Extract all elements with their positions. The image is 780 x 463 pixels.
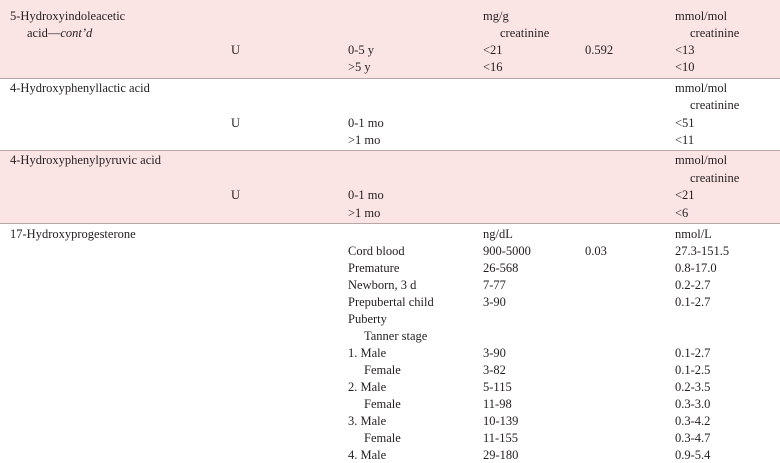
test-name-continued: acid—cont’d: [27, 26, 93, 40]
conventional-value: 3-90: [483, 295, 506, 309]
conversion-factor: 0.592: [585, 43, 614, 57]
test-name: 5-Hydroxyindoleacetic: [10, 9, 126, 23]
si-value: <13: [675, 43, 695, 57]
si-unit: nmol/L: [675, 227, 712, 241]
si-value: 0.2-2.7: [675, 278, 711, 292]
age-range: Female: [364, 397, 401, 411]
si-value: 27.3-151.5: [675, 244, 730, 258]
conventional-value: 11-98: [483, 397, 512, 411]
si-unit-continued: creatinine: [690, 98, 740, 112]
test-name: 4-Hydroxyphenyllactic acid: [10, 81, 150, 95]
si-value: 0.3-4.2: [675, 414, 711, 428]
age-range: Female: [364, 363, 401, 377]
si-value: <10: [675, 60, 695, 74]
si-value: 0.3-3.0: [675, 397, 711, 411]
si-value: 0.8-17.0: [675, 261, 717, 275]
age-range: Cord blood: [348, 244, 405, 258]
conventional-value: 900-5000: [483, 244, 531, 258]
specimen: U: [231, 43, 241, 57]
si-value: 0.3-4.7: [675, 431, 711, 445]
si-unit-continued: creatinine: [690, 171, 740, 185]
conventional-value: 5-115: [483, 380, 512, 394]
si-value: <21: [675, 188, 695, 202]
age-range: >5 y: [348, 60, 371, 74]
conventional-value: 3-90: [483, 346, 506, 360]
si-value: 0.1-2.5: [675, 363, 711, 377]
age-range: 4. Male: [348, 448, 387, 462]
si-value: 0.1-2.7: [675, 346, 711, 360]
age-range: Tanner stage: [364, 329, 428, 343]
age-range: Female: [364, 431, 401, 445]
conventional-value: <21: [483, 43, 503, 57]
conventional-value: 26-568: [483, 261, 519, 275]
specimen: U: [231, 188, 241, 202]
si-value: <51: [675, 116, 695, 130]
si-unit-continued: creatinine: [690, 26, 740, 40]
si-unit: mmol/mol: [675, 153, 728, 167]
si-value: <6: [675, 206, 689, 220]
conversion-factor: 0.03: [585, 244, 607, 258]
si-unit: mmol/mol: [675, 9, 728, 23]
age-range: >1 mo: [348, 133, 381, 147]
si-unit: mmol/mol: [675, 81, 728, 95]
age-range: 0-1 mo: [348, 116, 384, 130]
conventional-unit: mg/g: [483, 9, 509, 23]
conventional-value: 7-77: [483, 278, 506, 292]
conventional-unit-continued: creatinine: [500, 26, 550, 40]
age-range: 0-1 mo: [348, 188, 384, 202]
si-value: 0.1-2.7: [675, 295, 711, 309]
si-value: <11: [675, 133, 695, 147]
age-range: Prepubertal child: [348, 295, 434, 309]
age-range: 3. Male: [348, 414, 387, 428]
conventional-value: 11-155: [483, 431, 518, 445]
conventional-value: <16: [483, 60, 503, 74]
test-name: 17-Hydroxyprogesterone: [10, 227, 136, 241]
age-range: 2. Male: [348, 380, 387, 394]
conventional-unit: ng/dL: [483, 227, 513, 241]
si-value: 0.2-3.5: [675, 380, 711, 394]
specimen: U: [231, 116, 241, 130]
age-range: Newborn, 3 d: [348, 278, 417, 292]
age-range: Puberty: [348, 312, 387, 326]
age-range: >1 mo: [348, 206, 381, 220]
age-range: Premature: [348, 261, 400, 275]
age-range: 0-5 y: [348, 43, 375, 57]
si-value: 0.9-5.4: [675, 448, 711, 462]
age-range: 1. Male: [348, 346, 387, 360]
conventional-value: 10-139: [483, 414, 519, 428]
conventional-value: 29-180: [483, 448, 519, 462]
test-name: 4-Hydroxyphenylpyruvic acid: [10, 153, 162, 167]
conventional-value: 3-82: [483, 363, 506, 377]
